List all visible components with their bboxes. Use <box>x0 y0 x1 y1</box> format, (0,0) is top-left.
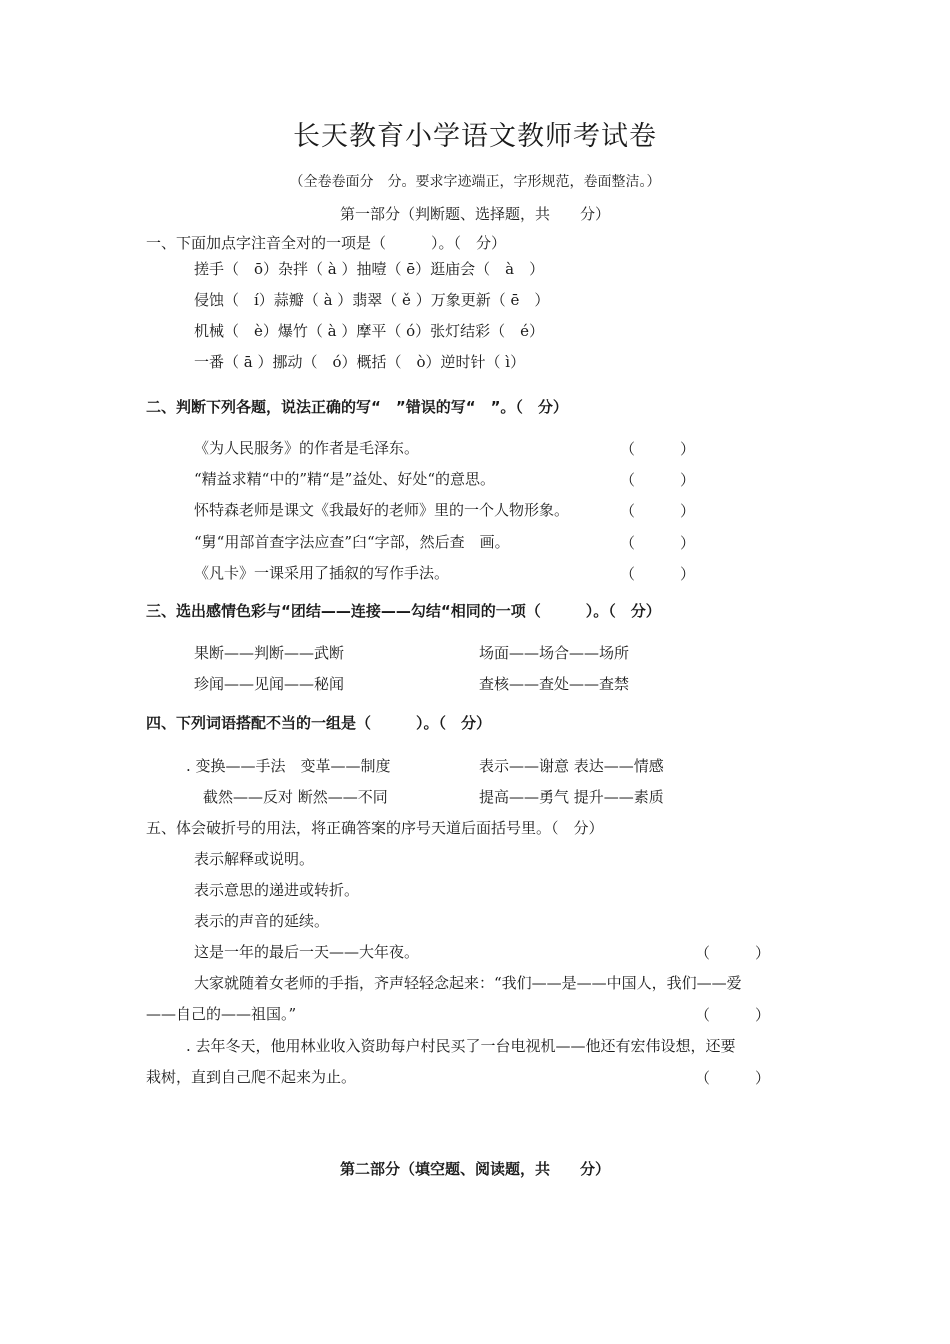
q2-answer-4[interactable]: （ ） <box>620 534 696 552</box>
q2-answer-2[interactable]: （ ） <box>620 471 696 489</box>
q1-heading: 一、下面加点字注音全对的一项是（ ）。（ 分） <box>146 234 507 252</box>
q4-heading: 四、下列词语搭配不当的一组是（ ）。（ 分） <box>146 714 492 732</box>
page-subtitle: （全卷卷面分 分。要求字迹端正，字形规范，卷面整洁。） <box>289 174 661 190</box>
q5-heading: 五、体会破折号的用法，将正确答案的序号天道后面括号里。（ 分） <box>146 819 604 837</box>
q4-option-a: . 变换——手法 变革——制度 <box>186 757 391 775</box>
q2-item-4: “舅“用部首查字法应查”臼“字部，然后查 画。 <box>194 533 510 551</box>
q2-item-2: “精益求精“中的”精“是”益处、好处“的意思。 <box>194 470 496 488</box>
q4-option-b: 表示——谢意 表达——情感 <box>479 757 664 775</box>
q5-sentence-1: 这是一年的最后一天——大年夜。 <box>194 943 420 961</box>
q2-item-3: 怀特森老师是课文《我最好的老师》里的一个人物形象。 <box>194 501 570 519</box>
q5-answer-1[interactable]: （ ） <box>695 944 771 962</box>
part2-heading: 第二部分（填空题、阅读题，共 分） <box>339 1160 610 1178</box>
q3-option-d: 查核——查处——查禁 <box>479 675 630 693</box>
q2-item-5: 《凡卡》一课采用了插叙的写作手法。 <box>194 564 450 582</box>
q5-meaning-1: 表示解释或说明。 <box>194 850 315 868</box>
q5-answer-2[interactable]: （ ） <box>695 1006 771 1024</box>
q1-row-4: 一番（ ā ）挪动（ ó）概括（ ò）逆时针（ ì） <box>194 353 526 371</box>
q3-option-b: 场面——场合——场所 <box>479 644 630 662</box>
q1-row-2: 侵蚀（ í）蒜瓣（ à ）翡翠（ ě ）万象更新（ ē ） <box>194 291 550 309</box>
q5-sentence-3a: . 去年冬天，他用林业收入资助每户村民买了一台电视机——他还有宏伟设想，还要 <box>186 1037 736 1055</box>
q1-row-3: 机械（ è）爆竹（ à ）摩平（ ó）张灯结彩（ é） <box>194 322 545 340</box>
q5-sentence-3b: 栽树，直到自己爬不起来为止。 <box>146 1068 357 1086</box>
q5-meaning-2: 表示意思的递进或转折。 <box>194 881 360 899</box>
part1-heading: 第一部分（判断题、选择题，共 分） <box>339 205 610 223</box>
q3-heading: 三、选出感情色彩与“团结——连接——勾结“相同的一项（ ）。（ 分） <box>146 602 661 620</box>
q3-option-a: 果断——判断——武断 <box>194 644 345 662</box>
q4-option-d: 提高——勇气 提升——素质 <box>479 788 664 806</box>
q5-answer-3[interactable]: （ ） <box>695 1069 771 1087</box>
q2-item-1: 《为人民服务》的作者是毛泽东。 <box>194 439 420 457</box>
q5-sentence-2a: 大家就随着女老师的手指，齐声轻轻念起来：“我们——是——中国人，我们——爱 <box>194 974 742 992</box>
page-title: 长天教育小学语文教师考试卷 <box>293 121 657 152</box>
q5-sentence-2b: ——自己的——祖国。” <box>146 1005 297 1023</box>
q3-option-c: 珍闻——见闻——秘闻 <box>194 675 345 693</box>
q4-option-c: 截然——反对 断然——不同 <box>203 788 388 806</box>
q2-answer-1[interactable]: （ ） <box>620 440 696 458</box>
q2-answer-5[interactable]: （ ） <box>620 565 696 583</box>
q5-meaning-3: 表示的声音的延续。 <box>194 912 330 930</box>
q2-answer-3[interactable]: （ ） <box>620 502 696 520</box>
q1-row-1: 搓手（ ō）杂拌（ à ）抽噎（ ē）逛庙会（ à ） <box>194 260 545 278</box>
q2-heading: 二、判断下列各题，说法正确的写“ ”错误的写“ ”。（ 分） <box>146 398 568 416</box>
